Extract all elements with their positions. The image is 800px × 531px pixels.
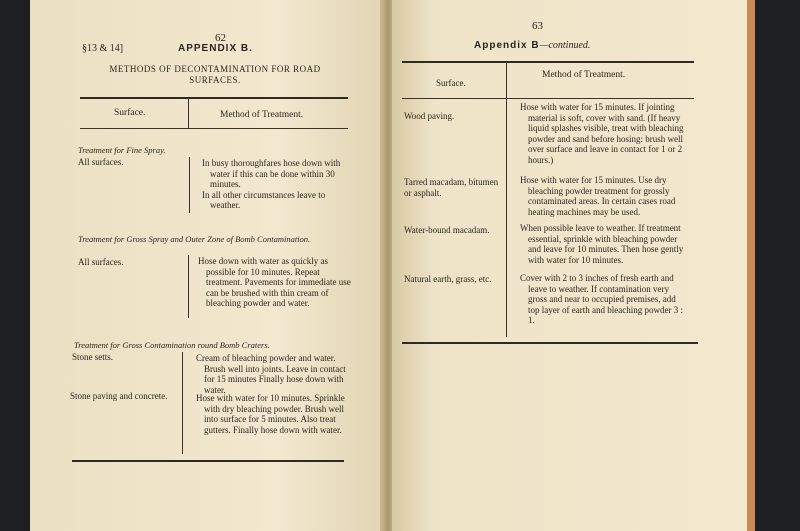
- section-heading: Treatment for Fine Spray.: [78, 145, 166, 155]
- treatment-cell: [520, 273, 684, 326]
- appendix-heading: APPENDIX B.: [178, 43, 253, 54]
- continued-heading: [474, 40, 590, 51]
- header-divider: [506, 62, 507, 98]
- header-bottom-rule: [402, 98, 694, 99]
- column-header-method: Method of Treatment.: [542, 70, 626, 80]
- page-title: METHODS OF DECONTAMINATION FOR ROAD SURFACES.: [109, 64, 321, 85]
- appendix-heading: Appendix B: [474, 40, 540, 51]
- column-header-method: Method of Treatment.: [220, 110, 304, 120]
- surface-cell: Water-bound macadam.: [404, 225, 490, 235]
- surface-cell: All surfaces.: [78, 157, 124, 167]
- table-top-rule: [80, 97, 348, 99]
- header-bottom-rule: [80, 128, 348, 129]
- page-number: 63: [532, 20, 543, 32]
- left-page: [30, 0, 386, 531]
- treatment-line: In all other circumstances leave to weather.: [202, 189, 326, 210]
- treatment-line: Hose with water for 15 minutes. Use dry bleaching powder treatment for grossly contaminated areas. In certain cases road heating machines may be used.: [520, 175, 676, 217]
- column-divider: [506, 99, 507, 337]
- right-page: [392, 0, 747, 531]
- treatment-cell: [520, 102, 684, 165]
- table-bottom-rule: [402, 342, 698, 344]
- treatment-line: Cream of bleaching powder and water. Brush well into joints. Leave in contact for 15 minutes Finally hose down with water.: [196, 353, 346, 395]
- section-heading: Treatment for Gross Spray and Outer Zone of Bomb Contamination.: [78, 234, 311, 244]
- section-heading: Treatment for Gross Contamination round Bomb Craters.: [74, 340, 270, 350]
- treatment-line: Hose with water for 10 minutes. Sprinkle with dry bleaching powder. Brush well into surface for 5 minutes. Also treat gutters. Finally hose down with water.: [196, 393, 345, 435]
- surface-cell: Wood paving.: [404, 111, 455, 121]
- treatment-line: Cover with 2 to 3 inches of fresh earth and leave to weather. If contamination very gross and near to occupied premises, add top layer of earth and bleaching powder 3 : 1.: [520, 273, 683, 325]
- page-number: 62: [215, 32, 226, 44]
- cover-edge: [747, 0, 755, 531]
- treatment-cell: [198, 256, 354, 309]
- row-divider: [189, 157, 190, 213]
- column-header-surface: Surface.: [114, 108, 146, 118]
- treatment-line: In busy thoroughfares hose down with water if this can be done within 30 minutes.: [202, 158, 341, 189]
- row-divider: [182, 352, 183, 454]
- surface-cell: Natural earth, grass, etc.: [404, 274, 492, 284]
- surface-cell: Stone setts.: [72, 352, 114, 362]
- column-header-surface: Surface.: [436, 78, 466, 88]
- treatment-line: Hose down with water as quickly as possible for 10 minutes. Repeat treatment. Pavements for immediate use can be brushed with thin cream of bleaching powder and water.: [198, 256, 351, 308]
- treatment-cell: [196, 353, 350, 395]
- treatment-cell: [520, 223, 684, 265]
- treatment-cell: [196, 393, 350, 435]
- treatment-line: When possible leave to weather. If treatment essential, sprinkle with bleaching powder and leave for 10 minutes. Then hose gently with water for 10 minutes.: [520, 223, 684, 265]
- treatment-cell: [202, 158, 352, 211]
- surface-cell: All surfaces.: [78, 257, 124, 267]
- continued-label: —continued.: [539, 40, 591, 51]
- treatment-line: Hose with water for 15 minutes. If jointing material is soft, cover with sand. (If heavy liquid splashes visible, treat with bleaching powder and sand before hosing: brush well over surface and leave in contact for 1 or 2 hours.): [520, 102, 684, 165]
- header-divider: [188, 98, 189, 128]
- surface-cell: Tarred macadam, bitumen or asphalt.: [404, 177, 499, 198]
- section-reference: §13 & 14]: [82, 43, 124, 54]
- table-top-rule: [402, 61, 694, 63]
- row-divider: [188, 255, 189, 318]
- table-bottom-rule: [72, 460, 344, 462]
- treatment-cell: [520, 175, 684, 217]
- surface-cell: Stone paving and concrete.: [70, 391, 168, 401]
